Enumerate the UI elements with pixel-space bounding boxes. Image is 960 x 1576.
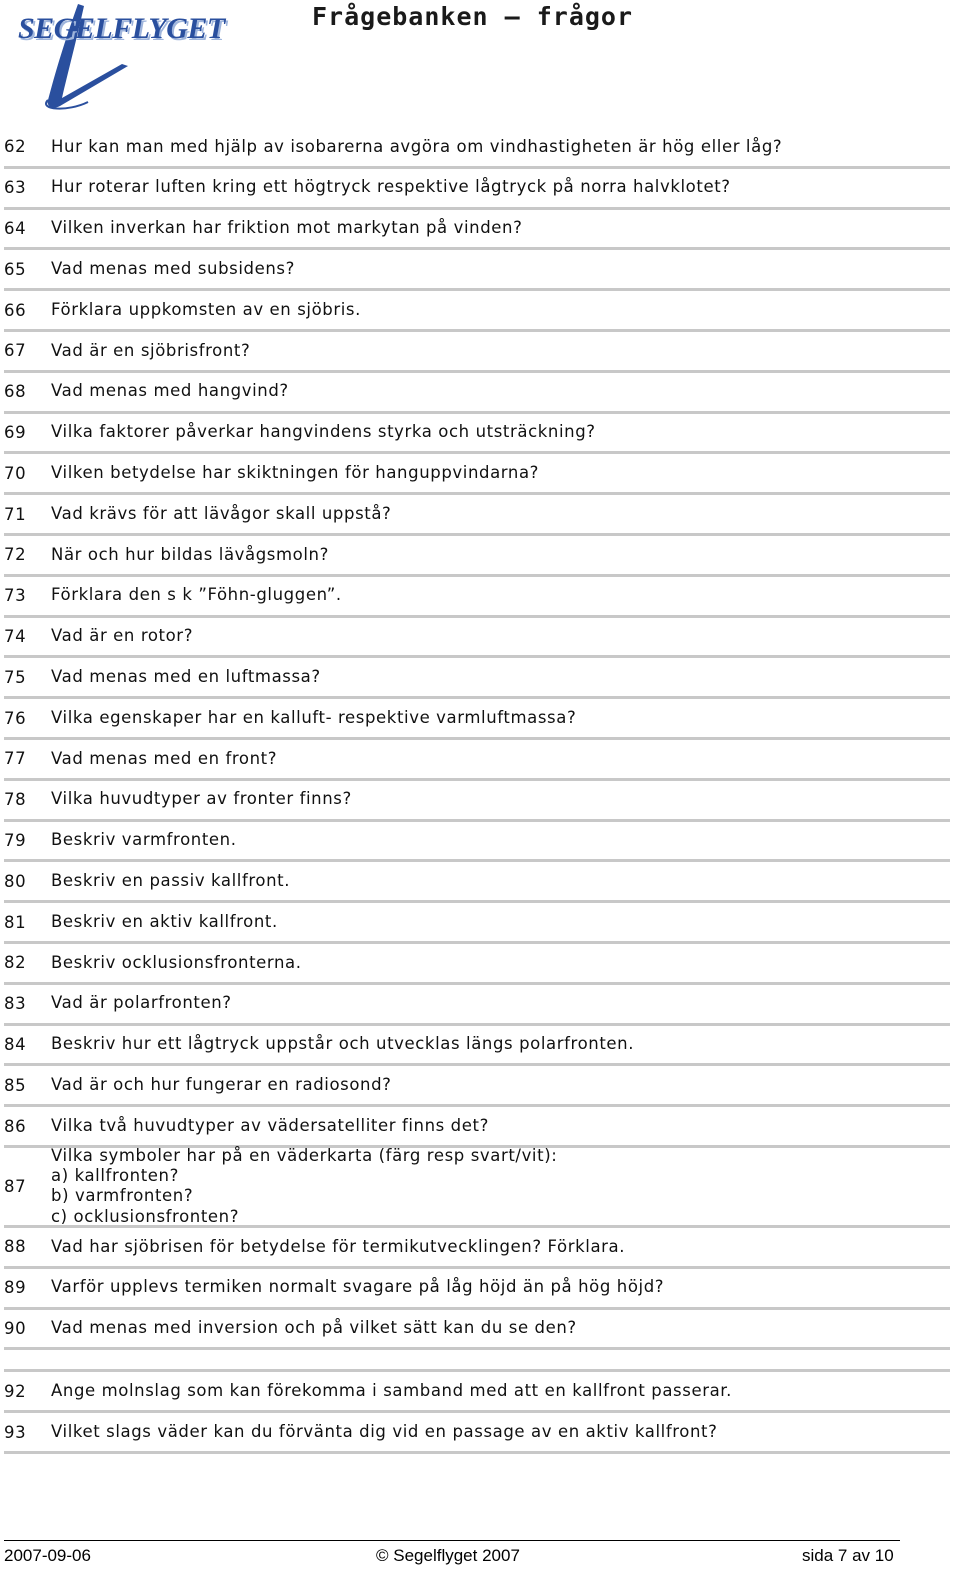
question-number: 72 [4,545,27,565]
question-row [4,1413,950,1454]
question-row [4,740,950,781]
question-row [4,373,950,414]
question-text: Vilka faktorer påverkar hangvindens styrka och utsträckning? [51,422,596,442]
question-line: a) kallfronten? [51,1166,179,1186]
question-row [4,495,950,536]
question-number: 65 [4,259,27,279]
question-text: Vad är en sjöbrisfront? [51,340,251,360]
question-text: Vad menas med en luftmassa? [51,667,321,687]
question-row [4,1026,950,1067]
question-row [4,862,950,903]
question-text: Beskriv en passiv kallfront. [51,871,291,891]
question-number: 68 [4,382,27,402]
question-text: Vad menas med en front? [51,748,278,768]
question-number: 67 [4,341,27,361]
question-number: 80 [4,871,27,891]
question-number: 79 [4,830,27,850]
question-row [4,985,950,1026]
question-text: Vilken inverkan har friktion mot markytan på vinden? [51,218,523,238]
question-row [4,128,950,169]
question-text: Hur kan man med hjälp av isobarerna avgöra om vindhastigheten är hög eller låg? [51,136,783,156]
question-row [4,618,950,659]
question-number: 82 [4,953,27,973]
question-row [4,414,950,455]
question-number: 84 [4,1034,27,1054]
question-number: 81 [4,912,27,932]
footer-date: 2007-09-06 [4,1546,91,1565]
question-number: 77 [4,749,27,769]
logo-text: SEGELFLYGET [18,12,225,45]
empty-row [4,1350,950,1372]
question-row [4,210,950,251]
question-number: 78 [4,790,27,810]
question-row [4,903,950,944]
question-text: Vad har sjöbrisen för betydelse för termikutvecklingen? Förklara. [51,1236,626,1256]
question-text: Beskriv hur ett lågtryck uppstår och utvecklas längs polarfronten. [51,1034,635,1054]
question-number: 83 [4,994,27,1014]
question-text: Beskriv varmfronten. [51,830,237,850]
question-text [51,1146,950,1228]
question-line: b) varmfronten? [51,1186,194,1206]
question-row [4,822,950,863]
question-number: 93 [4,1422,27,1442]
question-text: Vilka huvudtyper av fronter finns? [51,789,352,809]
question-row [4,781,950,822]
question-row [4,1269,950,1310]
question-text: Vad menas med inversion och på vilket sätt kan du se den? [51,1318,577,1338]
question-text: Vilka egenskaper har en kalluft- respektive varmluftmassa? [51,707,577,727]
question-row [4,1372,950,1413]
question-text: Vad menas med subsidens? [51,259,295,279]
question-number: 71 [4,504,27,524]
question-number: 88 [4,1237,27,1257]
question-number: 86 [4,1116,27,1136]
page-title: Frågebanken – frågor [312,2,634,31]
question-number: 76 [4,708,27,728]
question-text: Vad är en rotor? [51,626,194,646]
question-text: Vad är och hur fungerar en radiosond? [51,1075,392,1095]
question-row [4,1310,950,1351]
question-text: Varför upplevs termiken normalt svagare på låg höjd än på hög höjd? [51,1277,665,1297]
page-header [0,0,960,118]
question-number: 64 [4,218,27,238]
question-row [4,658,950,699]
question-row [4,1066,950,1107]
question-number: 69 [4,422,27,442]
question-row-87 [4,1145,950,1228]
question-number: 66 [4,300,27,320]
question-row [4,291,950,332]
question-row [4,250,950,291]
question-text: Beskriv en aktiv kallfront. [51,911,278,931]
question-text: När och hur bildas lävågsmoln? [51,544,329,564]
question-number: 90 [4,1318,27,1338]
question-row [4,332,950,373]
question-row [4,699,950,740]
question-number: 62 [4,137,27,157]
question-row [4,577,950,618]
question-number: 63 [4,178,27,198]
question-text: Beskriv ocklusionsfronterna. [51,952,302,972]
question-row [4,536,950,577]
question-text: Vad krävs för att lävågor skall uppstå? [51,503,392,523]
question-line: Vilka symboler har på en väderkarta (färg resp svart/vit): [51,1145,558,1165]
question-row [4,944,950,985]
question-line: c) ocklusionsfronten? [51,1206,240,1226]
question-number: 89 [4,1278,27,1298]
question-number: 75 [4,667,27,687]
question-number: 74 [4,626,27,646]
question-text: Vilket slags väder kan du förvänta dig vid en passage av en aktiv kallfront? [51,1421,718,1441]
question-number: 87 [4,1176,27,1196]
question-text: Vilka två huvudtyper av vädersatelliter finns det? [51,1115,489,1135]
question-number: 85 [4,1075,27,1095]
segelflyget-logo [8,2,223,114]
question-number: 92 [4,1381,27,1401]
question-list [4,128,950,1454]
question-row [4,454,950,495]
question-number: 73 [4,586,27,606]
question-text: Hur roterar luften kring ett högtryck respektive lågtryck på norra halvklotet? [51,177,731,197]
footer-divider [4,1540,900,1541]
question-text: Förklara den s k ”Föhn-gluggen”. [51,585,342,605]
question-text: Vad är polarfronten? [51,993,232,1013]
question-text: Vilken betydelse har skiktningen för hanguppvindarna? [51,463,540,483]
footer-page-number: sida 7 av 10 [802,1546,894,1565]
question-number: 70 [4,463,27,483]
footer-copyright: © Segelflyget 2007 [376,1546,520,1565]
question-text: Förklara uppkomsten av en sjöbris. [51,299,361,319]
question-text: Ange molnslag som kan förekomma i samband med att en kallfront passerar. [51,1381,733,1400]
question-text: Vad menas med hangvind? [51,381,289,401]
question-row [4,169,950,210]
question-row [4,1228,950,1269]
question-row [4,1107,950,1148]
